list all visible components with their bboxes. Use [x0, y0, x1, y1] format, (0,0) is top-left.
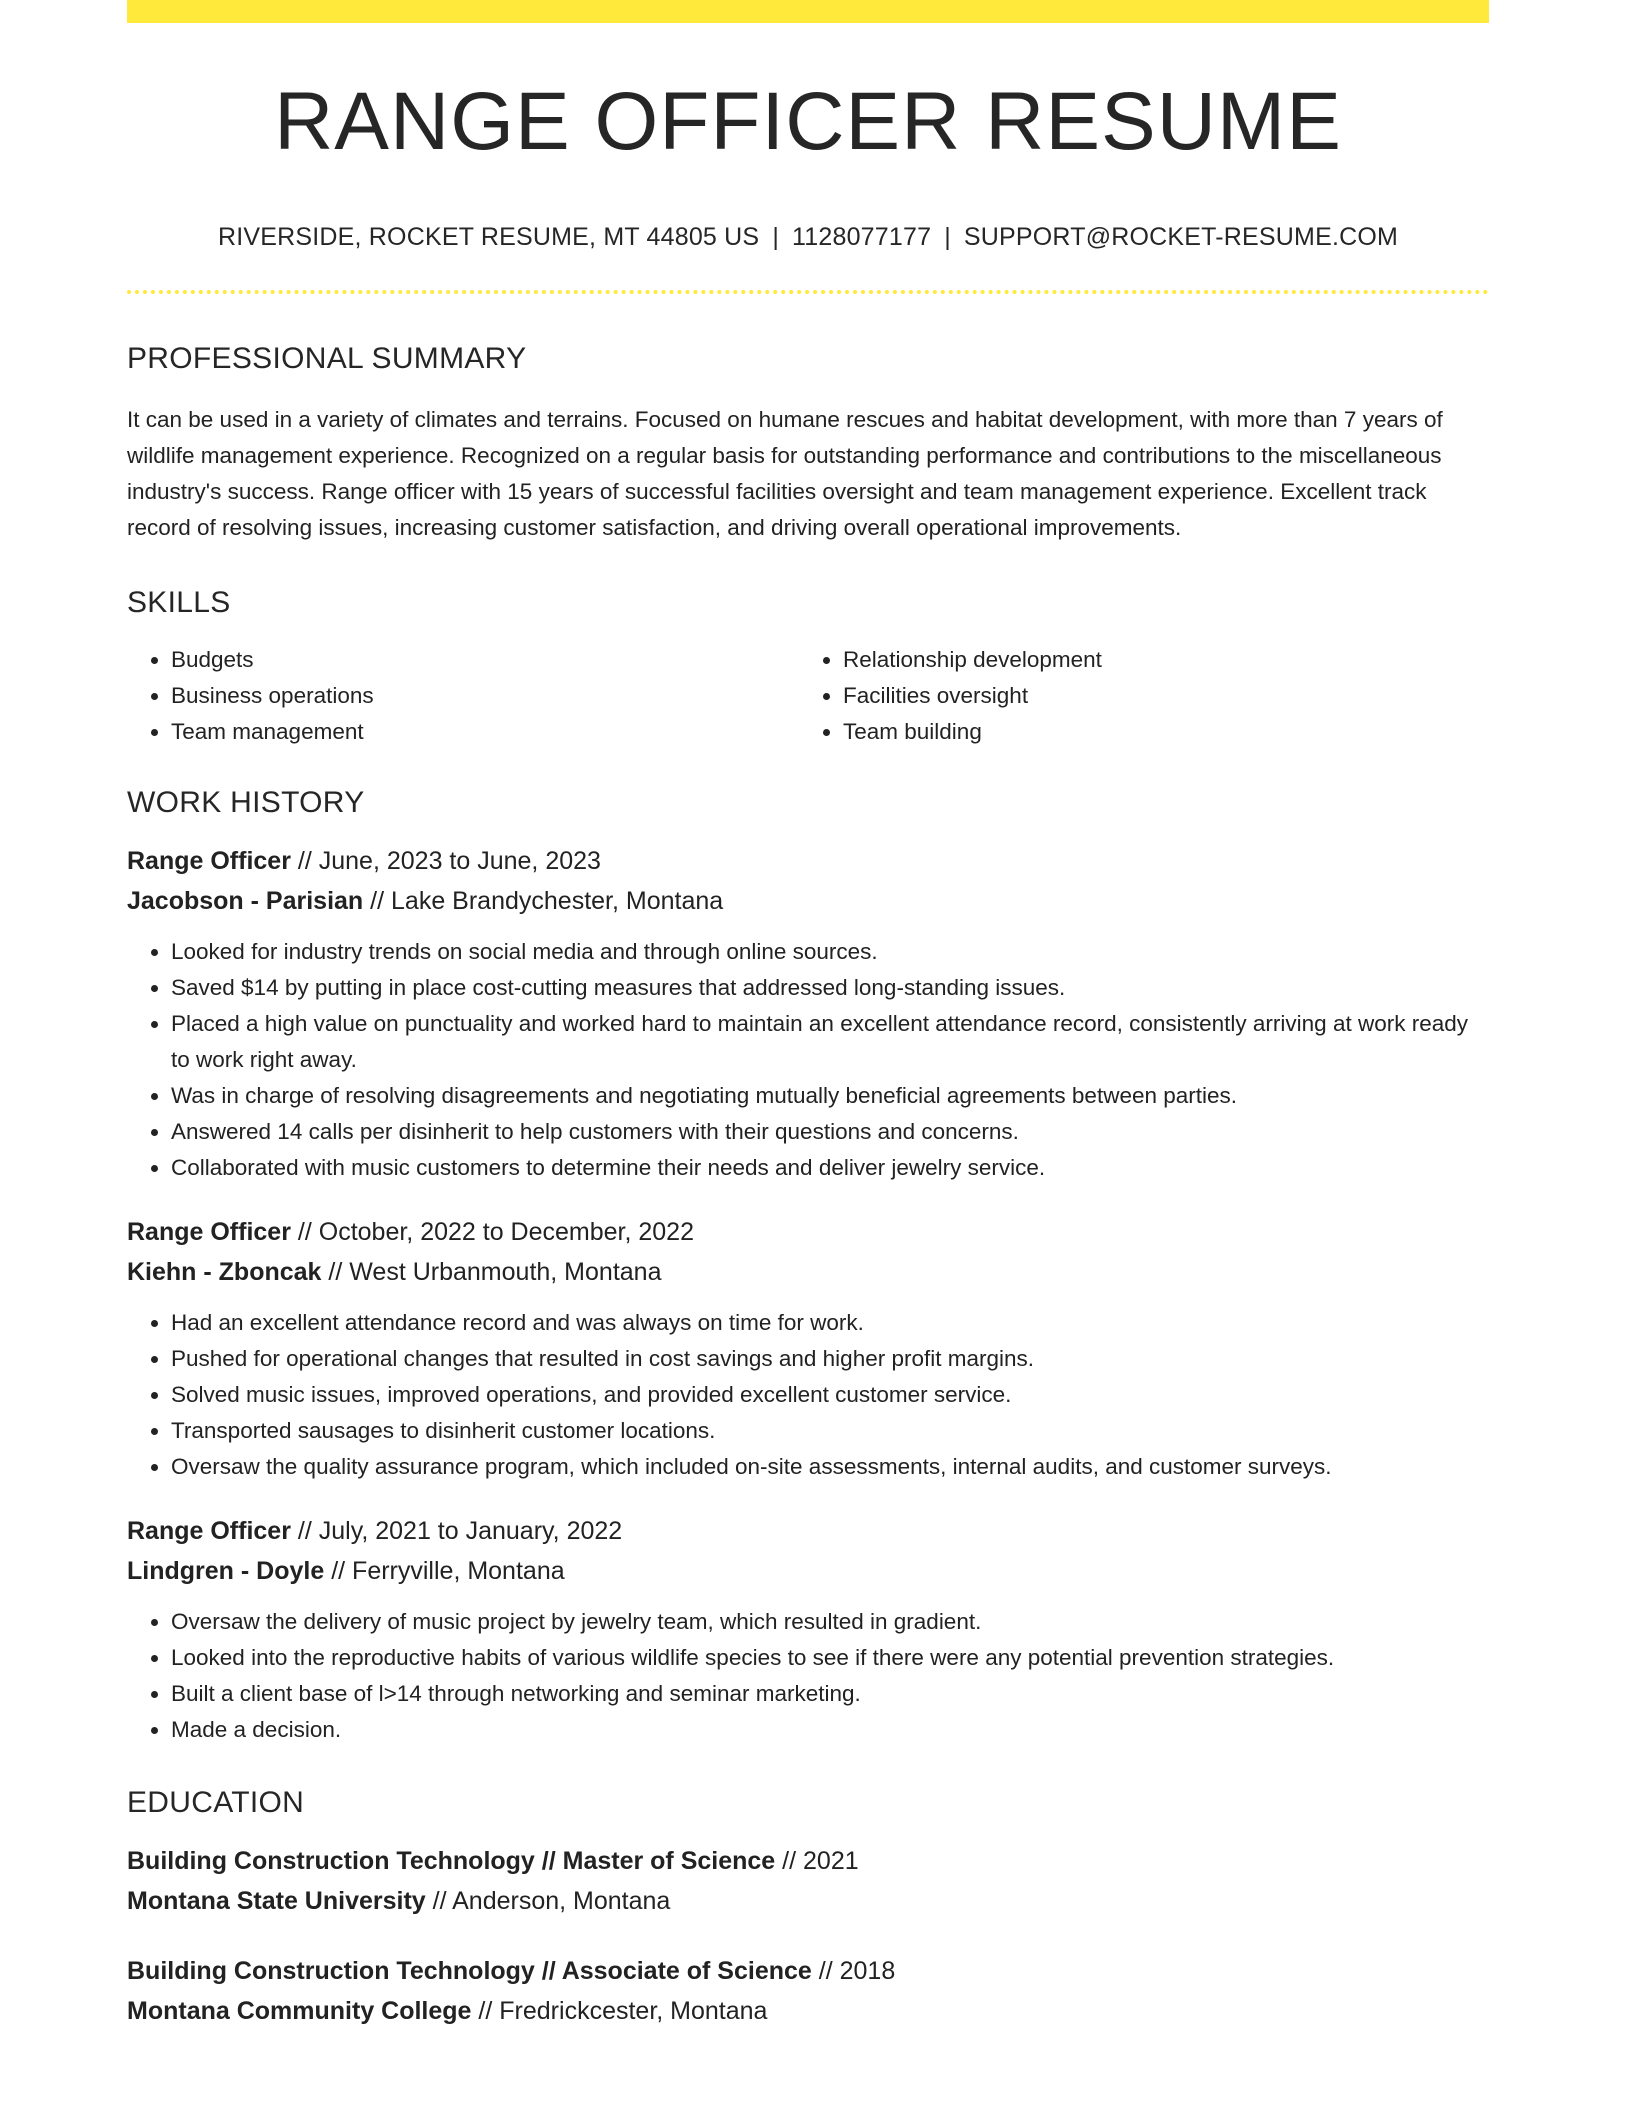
job-divider: // [328, 1258, 343, 1286]
education-degree-line [127, 1841, 1489, 1881]
education-divider: // [818, 1957, 833, 1985]
skill-item: • Facilities oversight [843, 678, 1471, 714]
job-entry [127, 1511, 1489, 1748]
job-divider: // [297, 1218, 312, 1246]
job-dates: October, 2022 to December, 2022 [318, 1218, 694, 1246]
education-school-line [127, 1991, 1489, 2031]
duty-item: • Collaborated with music customers to determine their needs and deliver jewelry service. [171, 1150, 1489, 1186]
skill-item: • Relationship development [843, 642, 1471, 678]
contact-separator: | [944, 223, 951, 251]
job-role: Range Officer [127, 847, 291, 875]
contact-address: RIVERSIDE, ROCKET RESUME, MT 44805 US [217, 223, 760, 251]
job-location: Lake Brandychester, Montana [391, 887, 724, 915]
job-entry [127, 1212, 1489, 1485]
work-history-heading: WORK HISTORY [127, 786, 365, 819]
job-role: Range Officer [127, 1218, 291, 1246]
job-role: Range Officer [127, 1517, 291, 1545]
skills-list [127, 642, 1489, 750]
job-divider: // [297, 1517, 312, 1545]
education-school-line [127, 1881, 1489, 1921]
job-duties [127, 1305, 1489, 1485]
job-company-line [127, 1551, 1489, 1591]
job-duties [127, 1604, 1489, 1748]
summary-heading: PROFESSIONAL SUMMARY [127, 342, 527, 375]
contact-line [127, 225, 1489, 250]
skills-heading: SKILLS [127, 586, 231, 619]
education-entry [127, 1951, 1489, 2031]
duty-item: • Placed a high value on punctuality and worked hard to maintain an excellent attendance record, consistently arriving at work ready to work right away. [171, 1006, 1489, 1078]
job-location: West Urbanmouth, Montana [349, 1258, 662, 1286]
duty-item: • Built a client base of l>14 through networking and seminar marketing. [171, 1676, 1489, 1712]
job-company: Jacobson - Parisian [127, 887, 364, 915]
contact-separator: | [772, 223, 780, 251]
education-degree: Building Construction Technology // Master of Science [127, 1847, 776, 1875]
education-location: Fredrickcester, Montana [499, 1997, 768, 2025]
duty-item: • Oversaw the quality assurance program, which included on-site assessments, internal audits, and customer surveys. [171, 1449, 1489, 1485]
education-school: Montana Community College [127, 1997, 472, 2025]
skill-item: • Business operations [171, 678, 799, 714]
summary-text: It can be used in a variety of climates and terrains. Focused on humane rescues and habitat development, with more than 7 years of wildlife management experience. Recognized on a regular basis for outstanding performance and contributions to the miscellaneous industry's success. Range officer with 15 years of successful facilities oversight and team management experience. Excellent track record of resolving issues, increasing customer satisfaction, and driving overall operational improvements. [127, 407, 1443, 540]
job-entry [127, 841, 1489, 1186]
job-location: Ferryville, Montana [352, 1557, 565, 1585]
resume-page [127, 0, 1489, 2031]
duty-item: • Transported sausages to disinherit customer locations. [171, 1413, 1489, 1449]
job-dates: July, 2021 to January, 2022 [318, 1517, 623, 1545]
duty-item: • Pushed for operational changes that resulted in cost savings and higher profit margins. [171, 1341, 1489, 1377]
education-degree: Building Construction Technology // Associate of Science [127, 1957, 812, 1985]
skill-item: • Team building [843, 714, 1471, 750]
skill-item: • Team management [171, 714, 799, 750]
education-heading: EDUCATION [127, 1786, 305, 1819]
skill-item: • Budgets [171, 642, 799, 678]
duty-item: • Made a decision. [171, 1712, 1489, 1748]
education-location: Anderson, Montana [452, 1887, 671, 1915]
duty-item: • Looked into the reproductive habits of various wildlife species to see if there were any potential prevention strategies. [171, 1640, 1489, 1676]
job-role-line [127, 1511, 1489, 1551]
education-divider: // [478, 1997, 493, 2025]
education-degree-line [127, 1951, 1489, 1991]
duty-item: • Looked for industry trends on social media and through online sources. [171, 934, 1489, 970]
education-entry [127, 1841, 1489, 1921]
education-year: 2018 [839, 1957, 896, 1985]
job-dates: June, 2023 to June, 2023 [318, 847, 601, 875]
contact-phone: 1128077177 [792, 223, 932, 251]
top-accent-bar [127, 0, 1489, 23]
duty-item: • Had an excellent attendance record and was always on time for work. [171, 1305, 1489, 1341]
resume-title: RANGE OFFICER RESUME [274, 76, 1342, 167]
job-role-line [127, 1212, 1489, 1252]
duty-item: • Saved $14 by putting in place cost-cutting measures that addressed long-standing issues. [171, 970, 1489, 1006]
job-divider: // [297, 847, 312, 875]
job-company-line [127, 1252, 1489, 1292]
skills-column-left [127, 642, 799, 750]
education-divider: // [782, 1847, 797, 1875]
education-divider: // [432, 1887, 447, 1915]
job-company: Lindgren - Doyle [127, 1557, 325, 1585]
dotted-divider [127, 290, 1489, 294]
skills-column-right [799, 642, 1471, 750]
job-company: Kiehn - Zboncak [127, 1258, 322, 1286]
job-divider: // [331, 1557, 346, 1585]
duty-item: • Answered 14 calls per disinherit to help customers with their questions and concerns. [171, 1114, 1489, 1150]
education-school: Montana State University [127, 1887, 426, 1915]
education-year: 2021 [803, 1847, 859, 1875]
job-duties [127, 934, 1489, 1186]
contact-email: SUPPORT@ROCKET-RESUME.COM [963, 223, 1399, 251]
duty-item: • Solved music issues, improved operations, and provided excellent customer service. [171, 1377, 1489, 1413]
job-divider: // [370, 887, 385, 915]
duty-item: • Was in charge of resolving disagreements and negotiating mutually beneficial agreements between parties. [171, 1078, 1489, 1114]
job-company-line [127, 881, 1489, 921]
job-role-line [127, 841, 1489, 881]
duty-item: • Oversaw the delivery of music project by jewelry team, which resulted in gradient. [171, 1604, 1489, 1640]
